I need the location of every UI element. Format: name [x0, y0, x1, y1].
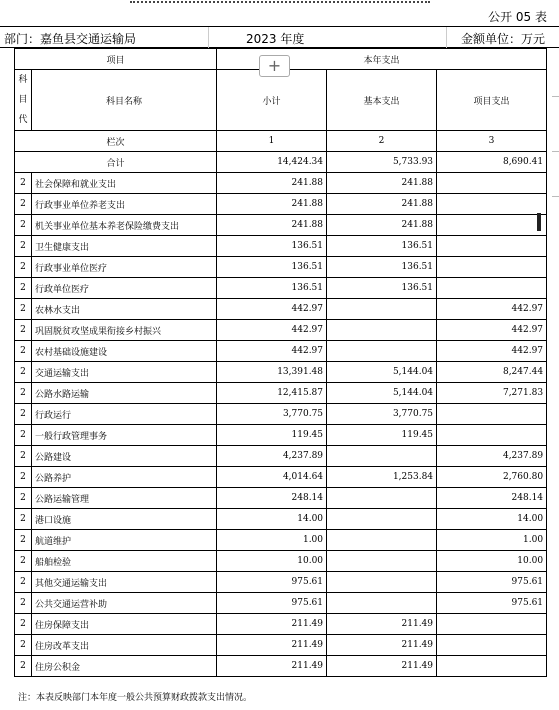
row-subtotal: 136.51 — [217, 257, 327, 278]
row-code: 2 — [15, 257, 32, 278]
row-project: 442.97 — [437, 320, 547, 341]
row-code: 2 — [15, 614, 32, 635]
table-row — [15, 362, 547, 383]
row-basic: 3,770.75 — [327, 404, 437, 425]
expenditure-table — [14, 48, 547, 677]
row-project: 10.00 — [437, 551, 547, 572]
row-name: 行政事业单位医疗 — [32, 257, 217, 278]
divider — [208, 27, 209, 48]
viewer-edge-tick — [552, 151, 559, 152]
row-project — [437, 404, 547, 425]
code-header-char: 目 — [18, 95, 28, 105]
row-subtotal: 442.97 — [217, 341, 327, 362]
row-basic — [327, 509, 437, 530]
row-project — [437, 215, 547, 236]
total-basic: 5,733.93 — [327, 152, 437, 173]
row-subtotal: 136.51 — [217, 278, 327, 299]
row-project — [437, 656, 547, 677]
row-code: 2 — [15, 299, 32, 320]
row-subtotal: 241.88 — [217, 215, 327, 236]
row-code: 2 — [15, 425, 32, 446]
row-subtotal: 12,415.87 — [217, 383, 327, 404]
row-subtotal: 442.97 — [217, 320, 327, 341]
row-name: 卫生健康支出 — [32, 236, 217, 257]
row-code: 2 — [15, 635, 32, 656]
row-subtotal: 4,014.64 — [217, 467, 327, 488]
row-subtotal: 442.97 — [217, 299, 327, 320]
sequence-number: 1 — [217, 131, 327, 152]
row-basic: 136.51 — [327, 236, 437, 257]
form-number: 公开 05 表 — [488, 10, 547, 24]
total-project: 8,690.41 — [437, 152, 547, 173]
code-header-char: 代 — [18, 115, 28, 125]
row-basic — [327, 341, 437, 362]
row-project — [437, 278, 547, 299]
row-code: 2 — [15, 467, 32, 488]
row-code: 2 — [15, 236, 32, 257]
row-name: 公路养护 — [32, 467, 217, 488]
row-project: 14.00 — [437, 509, 547, 530]
table-note: 注：本表反映部门本年度一般公共预算财政拨款支出情况。 — [18, 693, 253, 703]
table-row — [15, 425, 547, 446]
row-project: 2,760.80 — [437, 467, 547, 488]
table-row — [15, 194, 547, 215]
table-row — [15, 257, 547, 278]
sequence-number: 3 — [437, 131, 547, 152]
row-basic: 241.88 — [327, 173, 437, 194]
divider — [446, 27, 447, 48]
row-name: 社会保障和就业支出 — [32, 173, 217, 194]
row-name: 交通运输支出 — [32, 362, 217, 383]
row-subtotal: 975.61 — [217, 572, 327, 593]
table-row — [15, 488, 547, 509]
row-name: 住房保障支出 — [32, 614, 217, 635]
row-basic: 211.49 — [327, 656, 437, 677]
row-code: 2 — [15, 173, 32, 194]
row-basic — [327, 320, 437, 341]
row-name: 住房公积金 — [32, 656, 217, 677]
row-code: 2 — [15, 446, 32, 467]
row-code: 2 — [15, 551, 32, 572]
row-subtotal: 241.88 — [217, 173, 327, 194]
row-project: 248.14 — [437, 488, 547, 509]
row-code: 2 — [15, 488, 32, 509]
row-name: 船舶检验 — [32, 551, 217, 572]
row-basic: 5,144.04 — [327, 362, 437, 383]
row-project: 1.00 — [437, 530, 547, 551]
row-basic: 1,253.84 — [327, 467, 437, 488]
total-subtotal: 14,424.34 — [217, 152, 327, 173]
department-label: 部门：嘉鱼县交通运输局 — [4, 32, 137, 46]
table-row — [15, 299, 547, 320]
row-subtotal: 211.49 — [217, 614, 327, 635]
header-info-row — [0, 26, 559, 48]
row-project — [437, 173, 547, 194]
row-basic: 241.88 — [327, 194, 437, 215]
row-name: 公路运输管理 — [32, 488, 217, 509]
row-project: 4,237.89 — [437, 446, 547, 467]
row-basic — [327, 488, 437, 509]
row-project: 975.61 — [437, 593, 547, 614]
row-basic — [327, 551, 437, 572]
row-code: 2 — [15, 572, 32, 593]
table-row — [15, 656, 547, 677]
unit-label: 金额单位：万元 — [460, 32, 545, 46]
row-name: 住房改革支出 — [32, 635, 217, 656]
table-row — [15, 572, 547, 593]
row-name: 行政事业单位养老支出 — [32, 194, 217, 215]
table-row — [15, 173, 547, 194]
header-row-2 — [15, 70, 547, 131]
item-header: 项目 — [15, 49, 217, 70]
total-row — [15, 152, 547, 173]
row-subtotal: 13,391.48 — [217, 362, 327, 383]
row-code: 2 — [15, 383, 32, 404]
row-subtotal: 119.45 — [217, 425, 327, 446]
row-project: 7,271.83 — [437, 383, 547, 404]
row-name: 机关事业单位基本养老保险缴费支出 — [32, 215, 217, 236]
scroll-marker — [537, 213, 541, 231]
row-subtotal: 4,237.89 — [217, 446, 327, 467]
row-basic: 5,144.04 — [327, 383, 437, 404]
code-header — [15, 70, 32, 131]
table-row — [15, 614, 547, 635]
row-code: 2 — [15, 362, 32, 383]
row-subtotal: 10.00 — [217, 551, 327, 572]
row-basic: 136.51 — [327, 278, 437, 299]
table-row — [15, 551, 547, 572]
row-name: 巩固脱贫攻坚成果衔接乡村振兴 — [32, 320, 217, 341]
table-row — [15, 509, 547, 530]
row-project — [437, 194, 547, 215]
row-code: 2 — [15, 509, 32, 530]
row-code: 2 — [15, 194, 32, 215]
row-basic — [327, 572, 437, 593]
viewer-edge-tick — [552, 196, 559, 197]
row-project — [437, 635, 547, 656]
row-subtotal: 136.51 — [217, 236, 327, 257]
sequence-number: 2 — [327, 131, 437, 152]
row-basic: 136.51 — [327, 257, 437, 278]
row-code: 2 — [15, 593, 32, 614]
row-name: 港口设施 — [32, 509, 217, 530]
year-label: 2023 年度 — [246, 32, 305, 46]
row-project — [437, 236, 547, 257]
row-basic — [327, 593, 437, 614]
sequence-row — [15, 131, 547, 152]
add-button[interactable]: + — [259, 55, 290, 77]
row-project: 8,247.44 — [437, 362, 547, 383]
row-project: 442.97 — [437, 341, 547, 362]
table-row — [15, 383, 547, 404]
row-name: 公共交通运营补助 — [32, 593, 217, 614]
table-row — [15, 530, 547, 551]
row-project — [437, 425, 547, 446]
row-code: 2 — [15, 341, 32, 362]
row-name: 其他交通运输支出 — [32, 572, 217, 593]
subtotal-header: 小计 — [217, 70, 327, 131]
row-project — [437, 614, 547, 635]
row-name: 农林水支出 — [32, 299, 217, 320]
row-subtotal: 241.88 — [217, 194, 327, 215]
total-label: 合计 — [15, 152, 217, 173]
row-code: 2 — [15, 404, 32, 425]
table-row — [15, 236, 547, 257]
table-row — [15, 215, 547, 236]
table-row — [15, 467, 547, 488]
row-subtotal: 975.61 — [217, 593, 327, 614]
row-name: 行政单位医疗 — [32, 278, 217, 299]
cropped-title — [0, 0, 559, 5]
row-name: 公路建设 — [32, 446, 217, 467]
row-code: 2 — [15, 320, 32, 341]
row-basic — [327, 530, 437, 551]
row-subtotal: 1.00 — [217, 530, 327, 551]
row-project — [437, 257, 547, 278]
row-project: 442.97 — [437, 299, 547, 320]
sequence-label: 栏次 — [15, 131, 217, 152]
row-basic — [327, 446, 437, 467]
viewer-edge-tick — [552, 96, 559, 97]
row-subtotal: 14.00 — [217, 509, 327, 530]
row-subtotal: 3,770.75 — [217, 404, 327, 425]
basic-header: 基本支出 — [327, 70, 437, 131]
current-year-header: 本年支出 — [217, 49, 547, 70]
row-project: 975.61 — [437, 572, 547, 593]
row-code: 2 — [15, 278, 32, 299]
row-code: 2 — [15, 656, 32, 677]
row-name: 公路水路运输 — [32, 383, 217, 404]
row-name: 航道维护 — [32, 530, 217, 551]
table-row — [15, 278, 547, 299]
code-header-char: 科 — [18, 75, 28, 85]
table-row — [15, 593, 547, 614]
row-subtotal: 211.49 — [217, 635, 327, 656]
row-code: 2 — [15, 530, 32, 551]
row-basic: 211.49 — [327, 635, 437, 656]
row-basic: 211.49 — [327, 614, 437, 635]
name-header: 科目名称 — [32, 70, 217, 131]
row-name: 行政运行 — [32, 404, 217, 425]
table-row — [15, 446, 547, 467]
row-name: 一般行政管理事务 — [32, 425, 217, 446]
row-basic — [327, 299, 437, 320]
row-subtotal: 248.14 — [217, 488, 327, 509]
row-code: 2 — [15, 215, 32, 236]
project-header: 项目支出 — [437, 70, 547, 131]
table-row — [15, 404, 547, 425]
row-subtotal: 211.49 — [217, 656, 327, 677]
row-name: 农村基础设施建设 — [32, 341, 217, 362]
table-row — [15, 341, 547, 362]
row-basic: 241.88 — [327, 215, 437, 236]
table-row — [15, 320, 547, 341]
table-row — [15, 635, 547, 656]
row-basic: 119.45 — [327, 425, 437, 446]
